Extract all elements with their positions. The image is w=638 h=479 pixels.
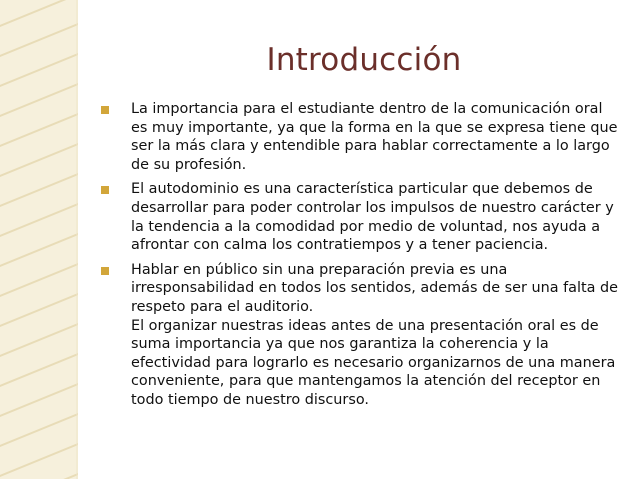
square-bullet-icon xyxy=(101,186,109,194)
list-item xyxy=(101,180,623,254)
bullet-text: El autodominio es una característica particular que debemos de desarrollar para poder controlar los impulsos de nuestro carácter y la tendencia a la comodidad por medio de voluntad, nos ayuda a afrontar con calma los contratiempos y a tener paciencia. xyxy=(131,181,614,254)
slide-title: Introducción xyxy=(266,42,462,78)
list-item xyxy=(101,100,623,174)
decorative-side-strip xyxy=(0,0,78,479)
bullet-text: Hablar en público sin una preparación previa es una irresponsabilidad en todos los sentidos, además de ser una falta de respeto para el auditorio. El organizar nuestras ideas antes de una presentación oral es de suma importancia ya que nos garantiza la coherencia y la efectividad para lograrlo es necesario organizarnos de una manera conveniente, para que mantengamos la atención del receptor en todo tiempo de nuestro discurso. xyxy=(131,261,619,408)
diagonal-stripes-pattern xyxy=(0,0,78,479)
bullet-list xyxy=(101,100,623,416)
bullet-text: La importancia para el estudiante dentro de la comunicación oral es muy importante, ya que la forma en la que se expresa tiene que ser la más clara y entendible para hablar correctamente a lo largo de su profesión. xyxy=(131,101,618,173)
square-bullet-icon xyxy=(101,267,109,275)
list-item xyxy=(101,261,623,410)
square-bullet-icon xyxy=(101,106,109,114)
